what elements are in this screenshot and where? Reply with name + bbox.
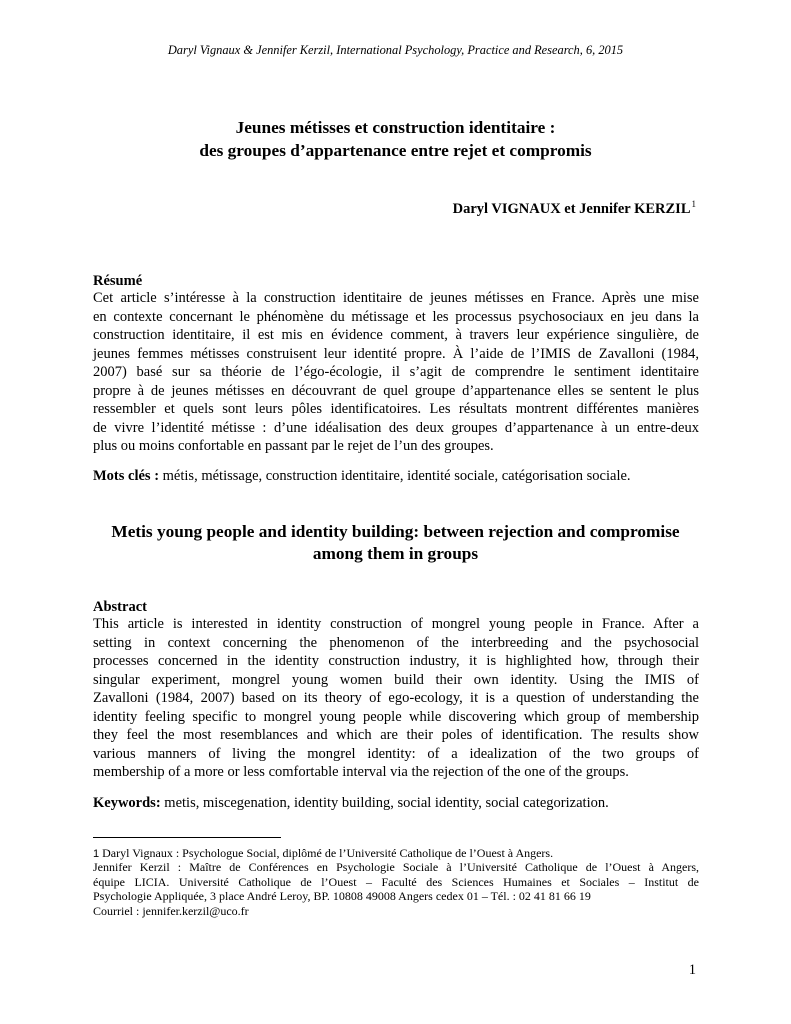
english-title-line-2: among them in groups [312, 544, 479, 563]
abstract-line: identity feeling specific to mongrel young people while discovering which group of membership [93, 708, 699, 725]
resume-line: 2007) basé sur sa théorie de l’égo-écologie, il s’agit de comprendre le sentiment identitaire [93, 364, 699, 380]
page-number: 1 [688, 962, 696, 978]
abstract-line: membership of a more or less comfortable interval via the rejection of the one of the groups. [93, 764, 629, 780]
keywords [93, 795, 609, 812]
resume-body [93, 289, 699, 456]
author-names: Daryl VIGNAUX et Jennifer KERZIL [452, 201, 691, 217]
footnote-mark: 1 [93, 848, 100, 860]
abstract-line: Zavalloni (1984, 2007) based on its theory of ego-ecology, it is a question of understanding the [93, 690, 699, 706]
mots-cles-label: Mots clés : [93, 468, 160, 484]
mots-cles-text: métis, métissage, construction identitaire, identité sociale, catégorisation sociale. [159, 468, 631, 484]
resume-line: plus ou moins confortable en passant par le rejet de l’un des groupes. [93, 438, 494, 454]
resume-heading: Résumé [93, 273, 143, 289]
resume-line: en contexte concernant le phénomène du métissage et les processus psychosociaux en jeu dans la [93, 308, 699, 325]
abstract-body [93, 615, 699, 782]
abstract-line: various manners of living the mongrel identity: of a idealization of the two groups of [93, 745, 699, 762]
footnote-separator [93, 837, 281, 838]
footnote-line: Jennifer Kerzil : Maître de Conférences en Psychologie Sociale à l’Université Catholique de l’Ouest à Angers, [93, 860, 699, 875]
french-title-line-2: des groupes d’appartenance entre rejet et compromis [199, 141, 592, 160]
abstract-line: setting in context concerning the phenomenon of the interbreeding and the psychosocial [93, 634, 699, 651]
footnote-first-line: Daryl Vignaux : Psychologue Social, diplômé de l’Université Catholique de l’Ouest à Angers. [102, 846, 554, 860]
mots-cles [93, 468, 631, 485]
abstract-line: This article is interested in identity construction of mongrel young people in France. After a [93, 616, 699, 632]
english-title [0, 521, 791, 565]
resume-line: propre à de jeunes métisses en découvrant de quel groupe d’appartenance elles se sentent le plus [93, 382, 699, 399]
keywords-text: metis, miscegenation, identity building, social identity, social categorization. [160, 795, 609, 811]
abstract-line: singular experiment, mongrel young women build their own identity. Using the IMIS of [93, 671, 699, 688]
abstract-line: they feel the most resemblances and which are their poles of identification. The results show [93, 727, 699, 743]
resume-line: jeunes femmes métisses construisent leur identité propre. À l’aide de l’IMIS de Zavalloni (1984, [93, 345, 699, 362]
footnote-line: Psychologie Appliquée, 3 place André Leroy, BP. 10808 49008 Angers cedex 01 – Tél. : 02 41 81 66 19 [93, 889, 591, 904]
resume-line: ressembler et quels sont leurs pôles identificatoires. Les résultats montrent différentes manières [93, 401, 699, 417]
english-title-line-1: Metis young people and identity building: between rejection and compromise [111, 522, 680, 541]
footnote-line [93, 846, 699, 860]
resume-line: construction identitaire, il est mis en évidence comment, à travers leur expérience singulière, de [93, 327, 699, 343]
footnotes [93, 846, 699, 918]
abstract-line: processes concerned in the identity construction industry, it is highlighted how, through their [93, 653, 699, 669]
author-footnote-mark: 1 [691, 199, 696, 209]
footnote-line: équipe LICIA. Université Catholique de l’Ouest – Faculté des Sciences Humaines et Sociales – Institut de [93, 874, 699, 889]
footnote-email: Courriel : jennifer.kerzil@uco.fr [93, 903, 249, 918]
resume-line: Cet article s’intéresse à la construction identitaire de jeunes métisses en France. Après une mise [93, 290, 699, 306]
author-line [453, 199, 696, 218]
french-title-line-1: Jeunes métisses et construction identitaire : [235, 118, 556, 137]
resume-line: de vivre l’identité métisse : d’une idéalisation des deux groupes d’appartenance à un entre-deux [93, 419, 699, 436]
running-header: Daryl Vignaux & Jennifer Kerzil, International Psychology, Practice and Research, 6, 2015 [167, 43, 624, 57]
keywords-label: Keywords: [93, 795, 161, 811]
french-title [0, 116, 791, 162]
abstract-heading: Abstract [93, 599, 147, 615]
